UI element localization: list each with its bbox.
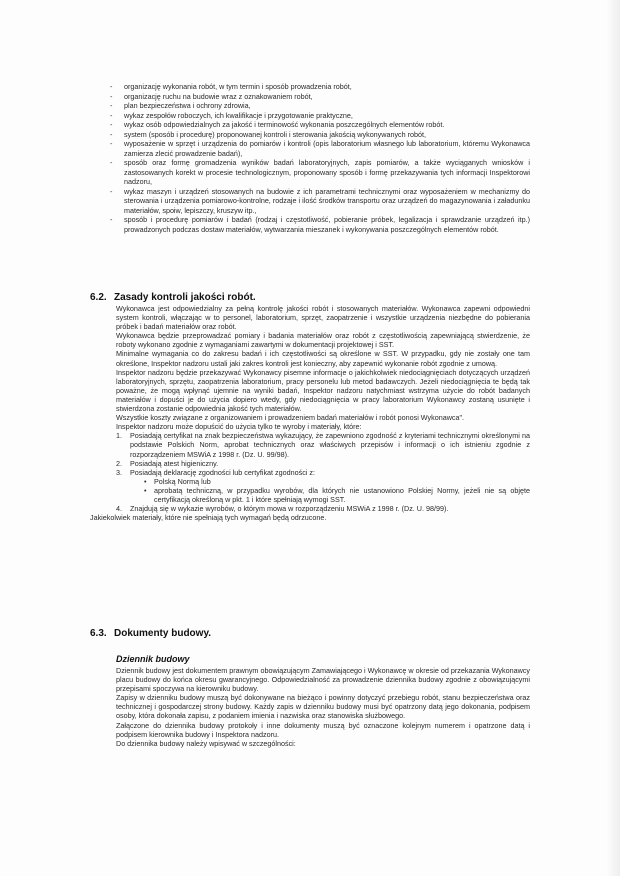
paragraph: Wykonawca będzie przeprowadzać pomiary i badania materiałów oraz robót z częstotliwością zapewniającą stwierdzenie, że roboty wykonano zgodnie z wymaganiami zawartymi w dokumentacji projektowej i SST. [116,331,530,350]
item-text: Posiadają deklarację zgodności lub certyfikat zgodności z: [130,467,315,477]
bullet-item: • Polską Normą lub [130,477,530,486]
item-number: 2. [116,458,122,468]
list-item: - organizację wykonania robót, w tym termin i sposób prowadzenia robót, [110,82,530,92]
paragraph: Minimalne wymagania co do zakresu badań i ich częstotliwości są określone w SST. W przypadku, gdy nie zostały one tam określone, Inspektor nadzoru ustali jaki zakres kontroli jest konieczny, aby zapewnić wykonanie robót zgodnie z umową. [116,349,530,368]
paragraph: Do dziennika budowy należy wpisywać w szczególności: [116,738,296,748]
list-item: - organizację ruchu na budowie wraz z oznakowaniem robót, [110,92,530,102]
bullet-list [130,477,530,504]
item-text: Znajdują się w wykazie wyrobów, o którym mowa w rozporządzeniu MSWiA z 1998 r. (Dz. U. 98/99). [130,504,449,514]
section-title: Zasady kontroli jakości robót. [114,292,256,303]
section-heading [90,628,530,640]
paragraph: Inspektor nadzoru może dopuścić do użycia tylko te wyroby i materiały, które: [116,422,362,432]
section-number: 6.3. [90,628,107,639]
list-item [116,459,530,468]
list-item: - sposób i procedurę pomiarów i badań (rodzaj i częstotliwość, pobieranie próbek, legalizacja i sprawdzanie urządzeń itp.) prowadzonych podczas dostaw materiałów, wytwarzania mieszanek i wykonywania poszczególnych elementów robót. [110,215,530,234]
item-text: Posiadają certyfikat na znak bezpieczeństwa wykazujący, że zapewniono zgodność z kryteriami technicznymi określonymi na podstawie Polskich Norm, aprobat technicznych oraz właściwych przepisów i informacji o ich istnieniu zgodnie z rozporządzeniem MSWiA z 1998 r. (Dz. U. 99/98). [130,431,530,459]
list-item [116,468,530,504]
item-number: 4. [116,504,122,514]
section-body [116,304,530,513]
list-item [116,431,530,458]
list-item: - plan bezpieczeństwa i ochrony zdrowia, [110,101,530,111]
paragraph: Dziennik budowy jest dokumentem prawnym obowiązującym Zamawiającego i Wykonawcę w okresie od przekazania Wykonawcy placu budowy do końca okresu gwarancyjnego. Odpowiedzialność za prowadzenie dziennika budowy zgodnie z obowiązującymi przepisami spoczywa na kierowniku budowy. [116,666,530,694]
list-item: - sposób oraz formę gromadzenia wyników badań laboratoryjnych, zapis pomiarów, a także wyciąganych wniosków i zastosowanych korekt w procesie technologicznym, proponowany sposób i formę przekazywania tych informacji Inspektorowi nadzoru, [110,158,530,187]
list-item: - wyposażenie w sprzęt i urządzenia do pomiarów i kontroli (opis laboratorium własnego lub laboratorium, któremu Wykonawca zamierza zlecić prowadzenie badań), [110,139,530,158]
section-quality-control [90,292,530,522]
intro-dash-list [110,82,530,234]
list-item: - wykaz zespołów roboczych, ich kwalifikacje i przygotowanie praktyczne, [110,111,530,121]
section-number: 6.2. [90,292,107,303]
section-construction-documents [90,628,530,748]
paragraph: Inspektor nadzoru będzie przekazywać Wykonawcy pisemne informacje o jakichkolwiek niedociągnięciach dotyczących urządzeń laboratoryjnych, sprzętu, zaopatrzenia laboratorium, pracy personelu lub metod badawczych. Jeżeli niedociągnięcia te będą tak poważne, że mogą wpłynąć ujemnie na wyniki badań, Inspektor nadzoru natychmiast wstrzyma użycie do robót badanych materiałów i dopuści je do użycia dopiero wtedy, gdy niedociągnięcia w pracy laboratorium Wykonawcy zostaną usunięte i stwierdzona zostanie odpowiednia jakość tych materiałów. [116,367,530,414]
numbered-list [116,431,530,513]
closing-paragraph: Jakiekolwiek materiały, które nie spełniają tych wymagań będą odrzucone. [90,513,327,523]
list-item [116,504,530,513]
list-item: - wykaz maszyn i urządzeń stosowanych na budowie z ich parametrami technicznymi oraz wyposażeniem w mechanizmy do sterowania i urządzenia pomiarowo-kontrolne, rodzaje i ilość środków transportu oraz urządzeń do magazynowania i załadunku materiałów, spoiw, lepiszczy, kruszyw itp., [110,187,530,216]
paragraph: Załączone do dziennika budowy protokoły i inne dokumenty muszą być oznaczone kolejnym numerem i opatrzone datą i podpisem kierownika budowy i Inspektora nadzoru. [116,720,530,739]
section-body [116,654,530,748]
item-text: Posiadają atest higieniczny. [130,458,219,468]
section-title: Dokumenty budowy. [114,628,212,639]
bullet-item: • aprobatą techniczną, w przypadku wyrobów, dla których nie ustanowiono Polskiej Normy, jeżeli nie są objęte certyfikacją określoną w pkt. 1 i które spełniają wymogi SST. [130,486,530,504]
paragraph: Wszystkie koszty związane z organizowaniem i prowadzeniem badań materiałów i robót ponosi Wykonawca". [116,413,465,423]
list-item: - wykaz osób odpowiedzialnych za jakość i terminowość wykonania poszczególnych elementów robót. [110,120,530,130]
paragraph: Wykonawca jest odpowiedzialny za pełną kontrolę jakości robót i stosowanych materiałów. Wykonawca zapewni odpowiedni system kontroli, włączając w to personel, laboratorium, sprzęt, zaopatrzenie i wszystkie urządzenia niezbędne do pobierania próbek i badań materiałów oraz robót. [116,304,530,332]
item-number: 3. [116,467,122,477]
list-item: - system (sposób i procedurę) proponowanej kontroli i sterowania jakością wykonywanych robót, [110,130,530,140]
subsection-title: Dziennik budowy [116,654,190,664]
section-heading [90,292,530,304]
paragraph: Zapisy w dzienniku budowy muszą być dokonywane na bieżąco i powinny dotyczyć przebiegu robót, stanu bezpieczeństwa oraz technicznej i gospodarczej strony budowy. Każdy zapis w dzienniku budowy musi być opatrzony datą jego dokonania, podpisem osoby, która dokonała zapisu, z podaniem imienia i nazwiska oraz stanowiska służbowego. [116,693,530,721]
item-number: 1. [116,431,122,441]
